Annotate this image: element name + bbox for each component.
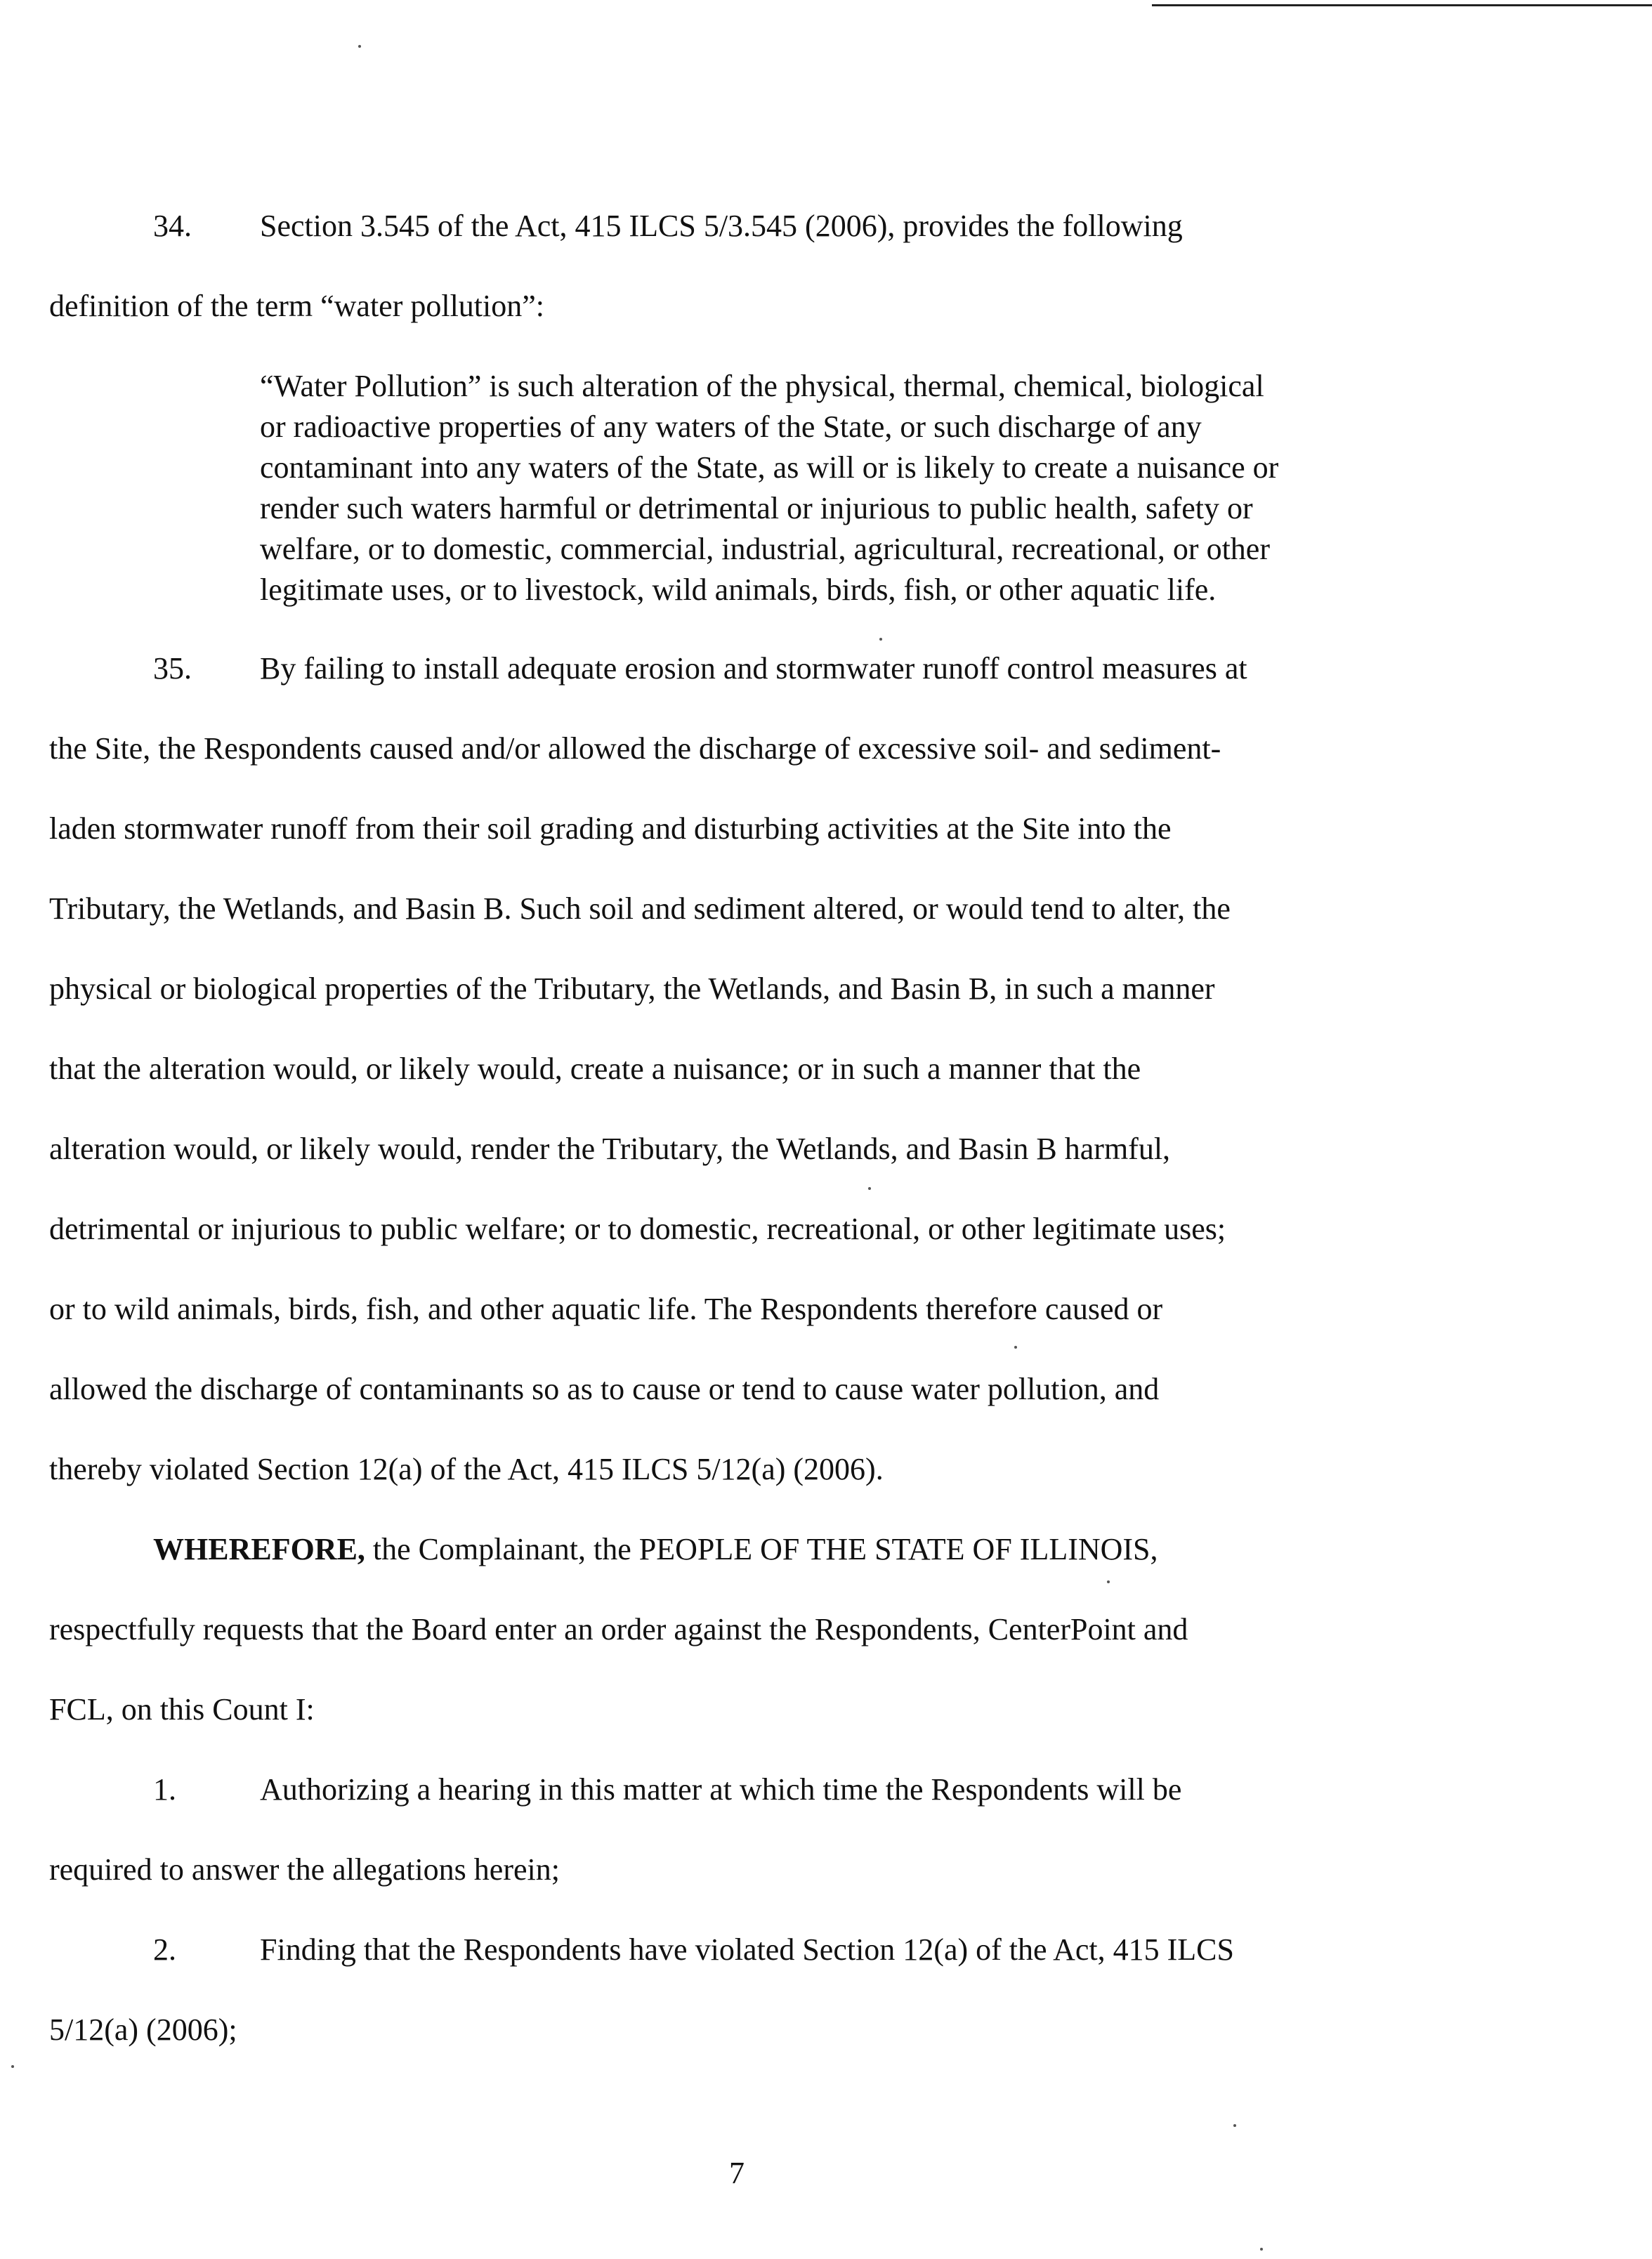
wherefore-line-2: respectfully requests that the Board enter an order against the Respondents, CenterPoint and [49,1612,1188,1646]
scan-speck [1260,2248,1263,2251]
scan-speck [1107,1580,1110,1583]
para-35-line: that the alteration would, or likely would, create a nuisance; or in such a manner that the [49,1052,1141,1086]
para-35-line: physical or biological properties of the Tributary, the Wetlands, and Basin B, in such a manner [49,971,1215,1006]
scan-speck [879,638,882,641]
quote-line: contaminant into any waters of the State, as will or is likely to create a nuisance or [260,450,1279,485]
quote-line: welfare, or to domestic, commercial, industrial, agricultural, recreational, or other [260,532,1270,566]
para-35-line: the Site, the Respondents caused and/or allowed the discharge of excessive soil- and sediment- [49,731,1221,766]
scan-speck [358,45,361,48]
para-35-line: allowed the discharge of contaminants so as to cause or tend to cause water pollution, and [49,1372,1160,1406]
para-34-line-2: definition of the term “water pollution”: [49,289,545,323]
scan-speck [11,2065,14,2068]
item-1-line-1: Authorizing a hearing in this matter at which time the Respondents will be [260,1772,1182,1807]
para-35-line: thereby violated Section 12(a) of the Act, 415 ILCS 5/12(a) (2006). [49,1452,884,1486]
quote-line: legitimate uses, or to livestock, wild animals, birds, fish, or other aquatic life. [260,572,1217,607]
quote-line: render such waters harmful or detrimental or injurious to public health, safety or [260,491,1253,525]
para-35-line: By failing to install adequate erosion and stormwater runoff control measures at [260,651,1247,686]
item-1-line-2: required to answer the allegations herein; [49,1852,560,1887]
para-35-line: detrimental or injurious to public welfare; or to domestic, recreational, or other legitimate uses; [49,1212,1226,1246]
para-34-number: 34. [153,209,192,243]
page-number: 7 [729,2156,745,2190]
para-35-line: laden stormwater runoff from their soil grading and disturbing activities at the Site into the [49,811,1172,846]
scan-speck [868,1187,871,1190]
top-border-rule [1152,4,1652,6]
wherefore-line-1-text: the Complainant, the PEOPLE OF THE STATE OF ILLINOIS, [365,1532,1158,1566]
item-2-line-1: Finding that the Respondents have violated Section 12(a) of the Act, 415 ILCS [260,1932,1234,1967]
para-35-line: Tributary, the Wetlands, and Basin B. Such soil and sediment altered, or would tend to alter, the [49,891,1231,926]
para-35-line: alteration would, or likely would, render the Tributary, the Wetlands, and Basin B harmful, [49,1132,1171,1166]
wherefore-heading: WHEREFORE, [153,1532,365,1566]
item-1-number: 1. [153,1772,176,1807]
quote-line: or radioactive properties of any waters of the State, or such discharge of any [260,410,1202,444]
para-35-number: 35. [153,651,192,686]
item-2-line-2: 5/12(a) (2006); [49,2012,237,2047]
para-35-line: or to wild animals, birds, fish, and other aquatic life. The Respondents therefore caused or [49,1292,1163,1326]
wherefore-line-3: FCL, on this Count I: [49,1692,315,1727]
scan-speck [1233,2124,1236,2127]
wherefore-line-1 [153,1534,1158,1565]
para-34-line-1: Section 3.545 of the Act, 415 ILCS 5/3.545 (2006), provides the following [260,209,1183,243]
quote-line: “Water Pollution” is such alteration of the physical, thermal, chemical, biological [260,369,1264,403]
item-2-number: 2. [153,1932,176,1967]
scan-speck [1014,1346,1017,1349]
